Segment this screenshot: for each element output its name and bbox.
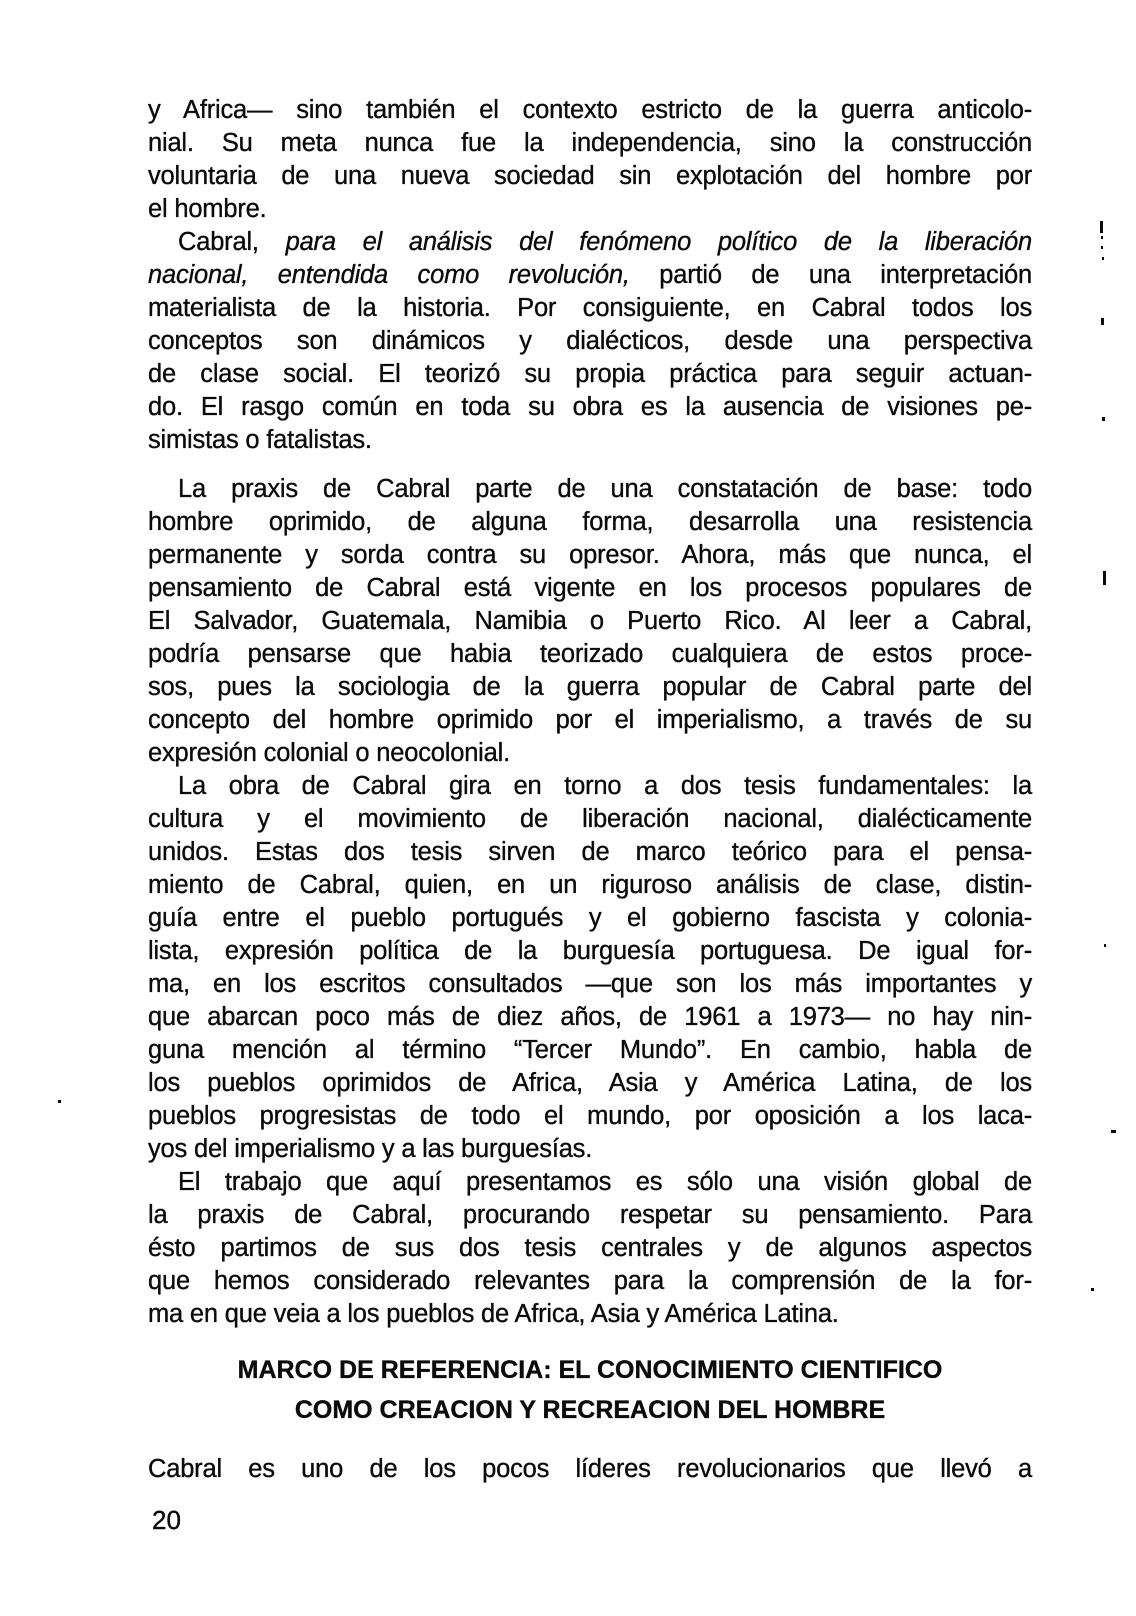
page-number: 20 — [152, 1505, 181, 1535]
text-run: y Africa— sino también el contexto estricto de la guerra anticolo- — [148, 96, 1032, 124]
text-run: yos del imperialismo y a las burguesías. — [148, 1135, 593, 1163]
scan-speckle — [1101, 236, 1103, 239]
text-line — [148, 292, 1032, 325]
paragraph — [148, 473, 1032, 770]
text-line — [148, 1166, 1032, 1199]
text-run: lista, expresión política de la burguesía portuguesa. De igual for- — [148, 937, 1032, 965]
text-line — [148, 803, 1032, 836]
text-line — [148, 572, 1032, 605]
text-line — [148, 94, 1032, 127]
text-line — [148, 473, 1032, 506]
text-run: ésto partimos de sus dos tesis centrales y de algunos aspectos — [148, 1234, 1032, 1262]
scan-speckle — [1103, 571, 1106, 585]
text-line — [148, 539, 1032, 572]
text-line — [148, 424, 1032, 457]
scan-speckle — [1104, 944, 1106, 947]
paragraph — [148, 1453, 1032, 1486]
scan-speckle — [1100, 221, 1103, 233]
text-run: pueblos progresistas de todo el mundo, por oposición a los laca- — [148, 1102, 1032, 1130]
text-run: permanente y sorda contra su opresor. Ahora, más que nunca, el — [148, 541, 1032, 569]
text-line — [148, 193, 1032, 226]
text-line — [148, 259, 1032, 292]
text-line — [148, 671, 1032, 704]
text-line — [148, 704, 1032, 737]
section-heading — [148, 1350, 1032, 1430]
text-run: El Salvador, Guatemala, Namibia o Puerto Rico. Al leer a Cabral, — [148, 607, 1032, 635]
paragraph — [148, 226, 1032, 457]
text-line — [148, 1100, 1032, 1133]
page-body-text — [148, 94, 1032, 1486]
text-line — [148, 737, 1032, 770]
text-line — [148, 1034, 1032, 1067]
text-run: La praxis de Cabral parte de una constatación de base: todo — [178, 475, 1032, 503]
text-run: El trabajo que aquí presentamos es sólo una visión global de — [178, 1168, 1032, 1196]
text-line — [148, 1199, 1032, 1232]
text-line — [148, 1232, 1032, 1265]
text-line — [148, 1265, 1032, 1298]
scan-speckle — [1111, 1130, 1116, 1133]
paragraph — [148, 770, 1032, 1166]
scan-speckle — [1101, 318, 1104, 325]
text-line — [148, 391, 1032, 424]
scan-speckle — [1102, 417, 1105, 421]
text-line — [148, 325, 1032, 358]
text-line — [148, 935, 1032, 968]
scan-speckle — [58, 1100, 61, 1103]
scan-speckle — [1101, 246, 1103, 249]
text-run: cultura y el movimiento de liberación nacional, dialécticamente — [148, 805, 1032, 833]
text-line — [148, 1133, 1032, 1166]
text-run: La obra de Cabral gira en torno a dos tesis fundamentales: la — [178, 772, 1032, 800]
text-run: conceptos son dinámicos y dialécticos, desde una perspectiva — [148, 327, 1032, 355]
text-run: que abarcan poco más de diez años, de 1961 a 1973— no hay nin- — [148, 1003, 1032, 1031]
text-run: ma en que veia a los pueblos de Africa, Asia y América Latina. — [148, 1300, 839, 1328]
text-run: que hemos considerado relevantes para la comprensión de la for- — [148, 1267, 1032, 1295]
scan-speckle — [1091, 1288, 1094, 1291]
text-line — [148, 770, 1032, 803]
text-run: materialista de la historia. Por consiguiente, en Cabral todos los — [148, 294, 1032, 322]
text-run: Cabral es uno de los pocos líderes revolucionarios que llevó a — [148, 1455, 1032, 1483]
text-run: hombre oprimido, de alguna forma, desarrolla una resistencia — [148, 508, 1032, 536]
text-run: Cabral, — [178, 228, 286, 256]
text-run: de clase social. El teorizó su propia práctica para seguir actuan- — [148, 360, 1032, 388]
text-run: los pueblos oprimidos de Africa, Asia y América Latina, de los — [148, 1069, 1032, 1097]
text-line — [148, 605, 1032, 638]
text-line — [148, 869, 1032, 902]
text-line — [148, 506, 1032, 539]
text-run: partió de una interpretación — [629, 261, 1033, 289]
text-run: simistas o fatalistas. — [148, 426, 372, 454]
italic-text-run: para el análisis del fenómeno político de la liberación — [285, 228, 1032, 256]
text-line — [148, 127, 1032, 160]
text-run: voluntaria de una nueva sociedad sin explotación del hombre por — [148, 162, 1032, 190]
text-run: pensamiento de Cabral está vigente en los procesos populares de — [148, 574, 1032, 602]
paragraph — [148, 94, 1032, 226]
text-run: ma, en los escritos consultados —que son los más importantes y — [148, 970, 1032, 998]
text-run: nial. Su meta nunca fue la independencia, sino la construcción — [148, 129, 1032, 157]
text-line — [148, 1298, 1032, 1331]
paragraph — [148, 1166, 1032, 1331]
text-line — [148, 1001, 1032, 1034]
text-run: la praxis de Cabral, procurando respetar su pensamiento. Para — [148, 1201, 1032, 1229]
text-run: do. El rasgo común en toda su obra es la ausencia de visiones pe- — [148, 393, 1032, 421]
text-line — [148, 638, 1032, 671]
text-run: podría pensarse que habia teorizado cualquiera de estos proce- — [148, 640, 1032, 668]
text-run: sos, pues la sociologia de la guerra popular de Cabral parte del — [148, 673, 1032, 701]
text-line — [148, 836, 1032, 869]
text-line — [148, 1067, 1032, 1100]
text-run: miento de Cabral, quien, en un riguroso análisis de clase, distin- — [148, 871, 1032, 899]
text-run: el hombre. — [148, 195, 267, 223]
text-run: expresión colonial o neocolonial. — [148, 739, 510, 767]
text-line — [148, 1453, 1032, 1486]
text-line — [148, 358, 1032, 391]
text-run: concepto del hombre oprimido por el imperialismo, a través de su — [148, 706, 1032, 734]
text-line — [148, 968, 1032, 1001]
text-run: guía entre el pueblo portugués y el gobierno fascista y colonia- — [148, 904, 1032, 932]
section-heading-line: COMO CREACION Y RECREACION DEL HOMBRE — [294, 1396, 886, 1424]
italic-text-run: nacional, entendida como revolución, — [148, 261, 630, 289]
text-line — [148, 902, 1032, 935]
text-run: guna mención al término “Tercer Mundo”. En cambio, habla de — [148, 1036, 1032, 1064]
text-line — [148, 226, 1032, 259]
section-heading-line: MARCO DE REFERENCIA: EL CONOCIMIENTO CIENTIFICO — [237, 1356, 943, 1384]
scan-speckle — [1102, 257, 1104, 260]
text-run: unidos. Estas dos tesis sirven de marco teórico para el pensa- — [148, 838, 1032, 866]
text-line — [148, 160, 1032, 193]
